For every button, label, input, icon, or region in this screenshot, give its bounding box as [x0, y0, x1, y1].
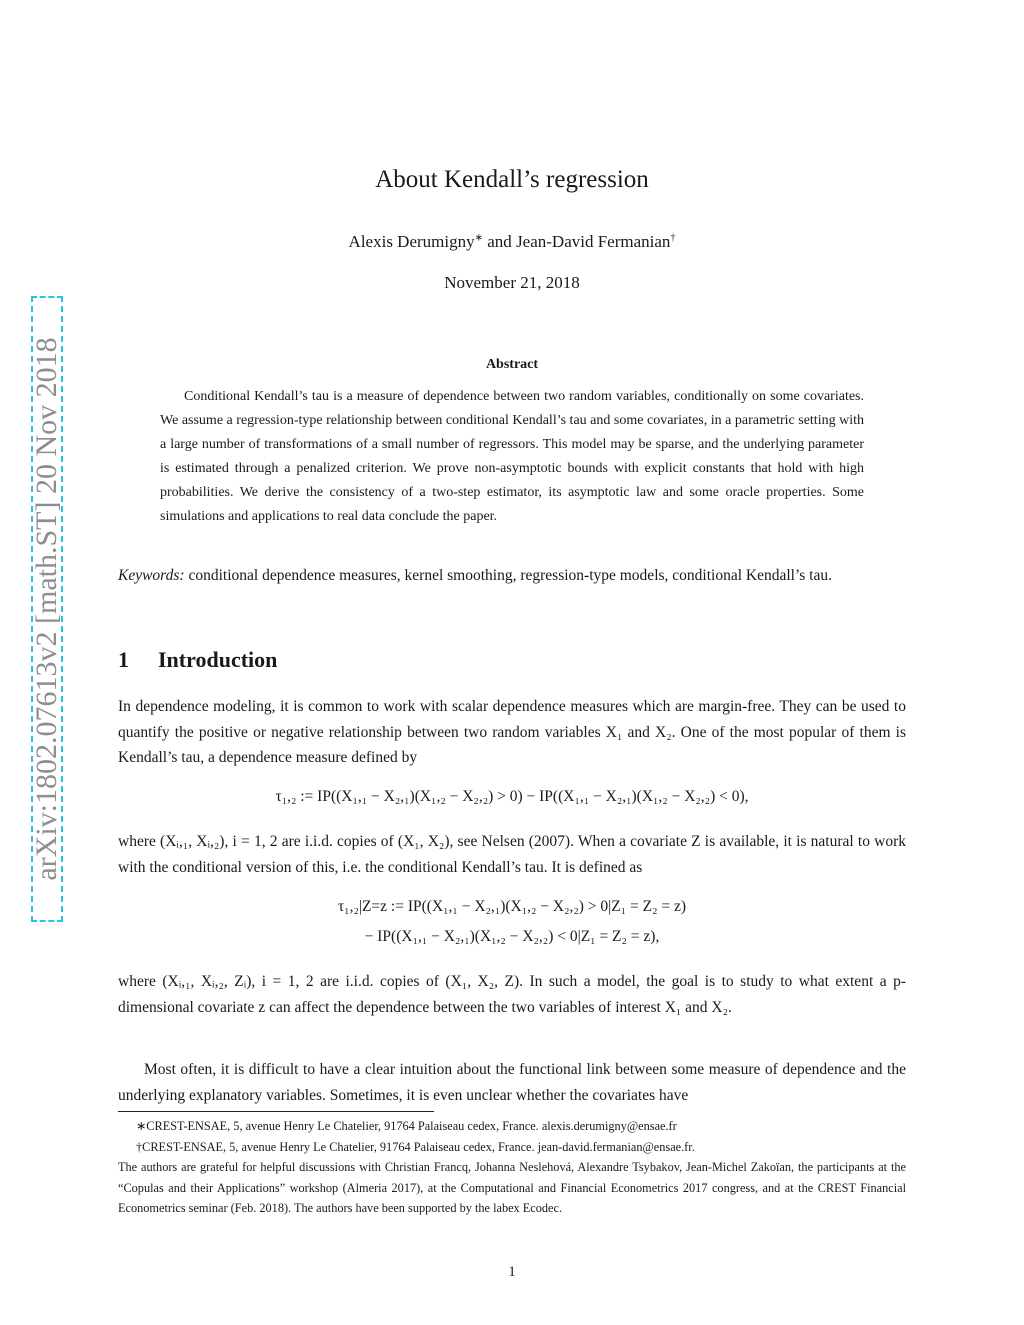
footnote-marker: †	[670, 232, 676, 244]
section-number: 1	[118, 647, 129, 672]
page-number: 1	[508, 1264, 516, 1280]
author-connector: and	[483, 232, 517, 251]
keywords-label: Keywords:	[118, 567, 185, 584]
paper-date: November 21, 2018	[444, 273, 580, 292]
section-heading	[118, 647, 277, 673]
abstract-heading: Abstract	[485, 357, 539, 372]
equation-conditional-tau-line1: τ₁,₂|Z=z := IP((X₁,₁ − X₂,₁)(X₁,₂ − X₂,₂) > 0|Z₁ = Z₂ = z)	[337, 898, 687, 915]
acknowledgement: The authors are grateful for helpful discussions with Christian Francq, Johanna Neslehová, Alexandre Tsybakov, Jean-Michel Zakoïan, the participants at the “Copulas and their Applications” workshop (Almeria 2017), at the Computational and Financial Econometrics 2017 congress, and at the CREST Financial Econometrics seminar (Feb. 2018). The authors have been supported by the labex Ecodec.	[118, 1160, 906, 1216]
author-line	[0, 232, 1024, 252]
equation-conditional-tau-line2: − IP((X₁,₁ − X₂,₁)(X₁,₂ − X₂,₂) < 0|Z₁ = Z₂ = z),	[364, 928, 660, 945]
body-paragraph: where (Xᵢ,₁, Xᵢ,₂, Zᵢ), i = 1, 2 are i.i.d. copies of (X₁, X₂, Z). In such a model, the goal is to study to what extent a p-dimensional covariate z can affect the dependence between the two variables of interest X₁ and X₂.	[118, 973, 906, 1016]
footnotes	[118, 1116, 906, 1219]
author-name: Jean-David Fermanian	[516, 232, 671, 251]
abstract-body: Conditional Kendall’s tau is a measure of dependence between two random variables, conditionally on some covariates. We assume a regression-type relationship between conditional Kendall’s tau and some covariates, in a parametric setting with a large number of transformations of a small number of regressors. This model may be sparse, and the underlying parameter is estimated through a penalized criterion. We prove non-asymptotic bounds with explicit constants that hold with high probabilities. We derive the consistency of a two-step estimator, its asymptotic law and some oracle properties. Some simulations and applications to real data conclude the paper.	[160, 389, 864, 524]
body-paragraph: where (Xᵢ,₁, Xᵢ,₂), i = 1, 2 are i.i.d. copies of (X₁, X₂), see Nelsen (2007). When a covariate Z is available, it is natural to work with the conditional version of this, i.e. the conditional Kendall’s tau. It is defined as	[118, 833, 906, 876]
body-paragraph: In dependence modeling, it is common to work with scalar dependence measures which are margin-free. They can be used to quantify the positive or negative relationship between two random variables X₁ and X₂. One of the most popular of them is Kendall’s tau, a dependence measure defined by	[118, 698, 906, 766]
body-paragraph: Most often, it is difficult to have a clear intuition about the functional link between some measure of dependence and the underlying explanatory variables. Sometimes, it is even unclear whether the covariates have	[118, 1061, 906, 1104]
footnote-marker: ∗	[474, 232, 484, 244]
footnote: †CREST-ENSAE, 5, avenue Henry Le Chatelier, 91764 Palaiseau cedex, France. jean-david.fermanian@ensae.fr.	[136, 1139, 695, 1154]
footnote-rule	[118, 1111, 434, 1112]
arxiv-stamp: arXiv:1802.07613v2 [math.ST] 20 Nov 2018	[30, 337, 63, 881]
paper-title: About Kendall’s regression	[375, 166, 649, 193]
keywords	[118, 563, 906, 589]
author-name: Alexis Derumigny	[348, 232, 475, 251]
keywords-text: conditional dependence measures, kernel smoothing, regression-type models, conditional Kendall’s tau.	[184, 567, 832, 584]
equation-kendall-tau: τ₁,₂ := IP((X₁,₁ − X₂,₁)(X₁,₂ − X₂,₂) > 0) − IP((X₁,₁ − X₂,₁)(X₁,₂ − X₂,₂) < 0),	[275, 788, 749, 805]
section-title: Introduction	[158, 647, 278, 672]
footnote: ∗CREST-ENSAE, 5, avenue Henry Le Chatelier, 91764 Palaiseau cedex, France. alexis.derumigny@ensae.fr	[136, 1119, 677, 1133]
